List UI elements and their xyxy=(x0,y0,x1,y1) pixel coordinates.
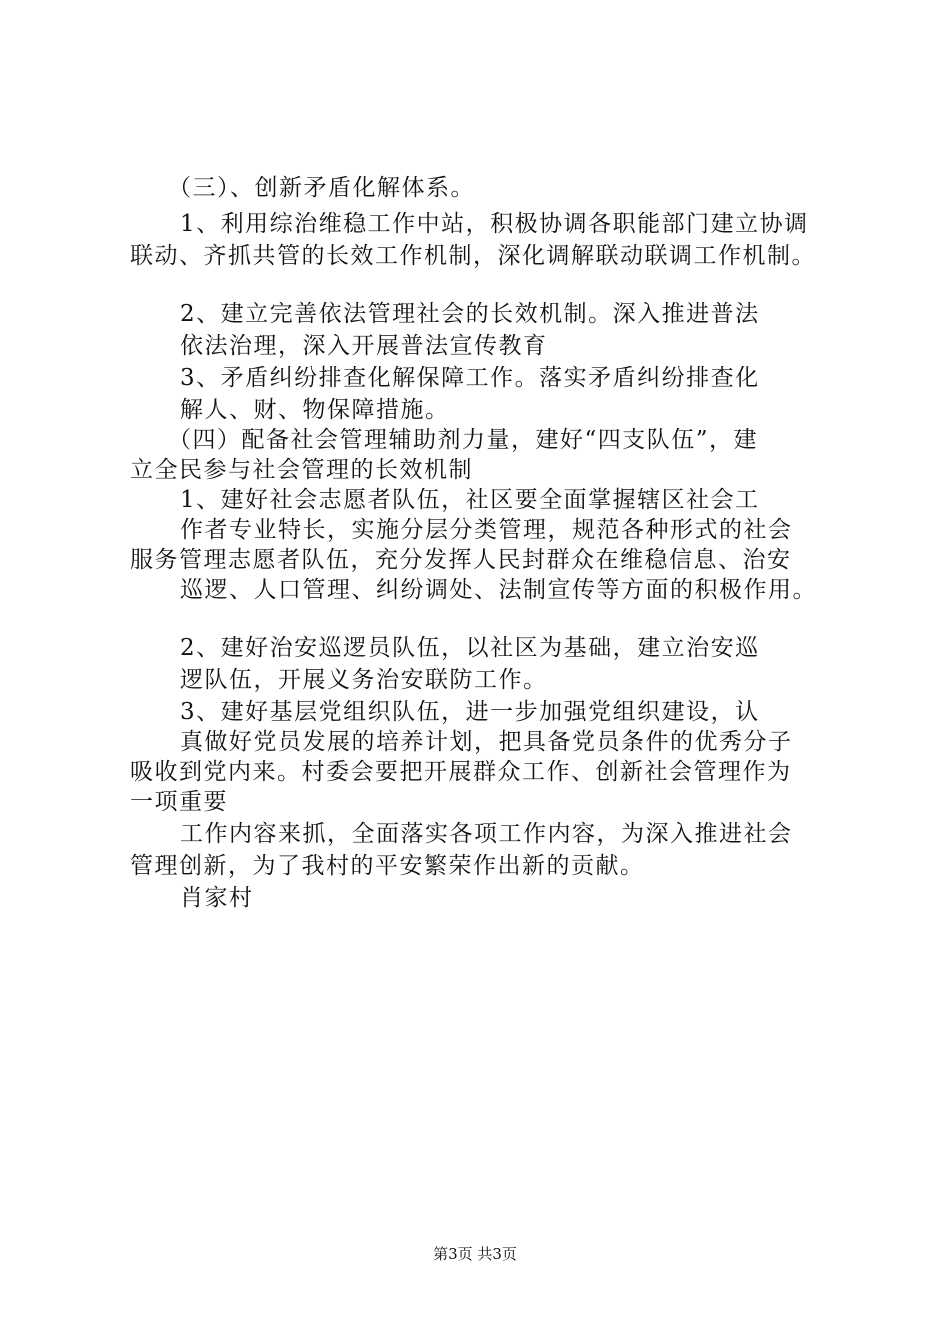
paragraph-line: 1、建好社会志愿者队伍，社区要全面掌握辖区社会工 xyxy=(180,487,760,513)
section-heading-three: （三）、创新矛盾化解体系。 xyxy=(168,175,475,201)
paragraph-line: 服务管理志愿者队伍，充分发挥人民封群众在维稳信息、治安 xyxy=(130,547,792,573)
paragraph-line: 1、利用综治维稳工作中站，积极协调各职能部门建立协调 xyxy=(180,211,809,237)
paragraph-line: 逻队伍，开展义务治安联防工作。 xyxy=(180,667,548,693)
paragraph-line: 一项重要 xyxy=(130,789,228,815)
paragraph-line: 2、建立完善依法管理社会的长效机制。深入推进普法 xyxy=(180,301,760,327)
paragraph-line: 联动、齐抓共管的长效工作机制，深化调解联动联调工作机制。 xyxy=(130,243,816,269)
paragraph-line: 2、建好治安巡逻员队伍，以社区为基础，建立治安巡 xyxy=(180,635,760,661)
paragraph-line: 作者专业特长，实施分层分类管理，规范各种形式的社会 xyxy=(180,517,793,543)
paragraph-line: 管理创新，为了我村的平安繁荣作出新的贡献。 xyxy=(130,853,645,879)
paragraph-line: 工作内容来抓，全面落实各项工作内容，为深入推进社会 xyxy=(180,821,793,847)
paragraph-line: 3、矛盾纠纷排查化解保障工作。落实矛盾纠纷排查化 xyxy=(180,365,760,391)
paragraph-line: 解人、财、物保障措施。 xyxy=(180,397,450,423)
paragraph-line: 依法治理，深入开展普法宣传教育 xyxy=(180,333,548,359)
paragraph-line: 真做好党员发展的培养计划，把具备党员条件的优秀分子 xyxy=(180,729,793,755)
section-heading-four: （四）配备社会管理辅助剂力量，建好“四支队伍”，建 xyxy=(168,427,759,453)
paragraph-line: 巡逻、人口管理、纠纷调处、法制宣传等方面的积极作用。 xyxy=(180,577,817,603)
paragraph-line: 3、建好基层党组织队伍，进一步加强党组织建设，认 xyxy=(180,699,760,725)
page-footer: 第3页 共3页 xyxy=(433,1245,517,1263)
paragraph-line: 立全民参与社会管理的长效机制 xyxy=(130,457,473,483)
paragraph-line: 吸收到党内来。村委会要把开展群众工作、创新社会管理作为 xyxy=(130,759,792,785)
signature-village-name: 肖家村 xyxy=(180,885,254,911)
